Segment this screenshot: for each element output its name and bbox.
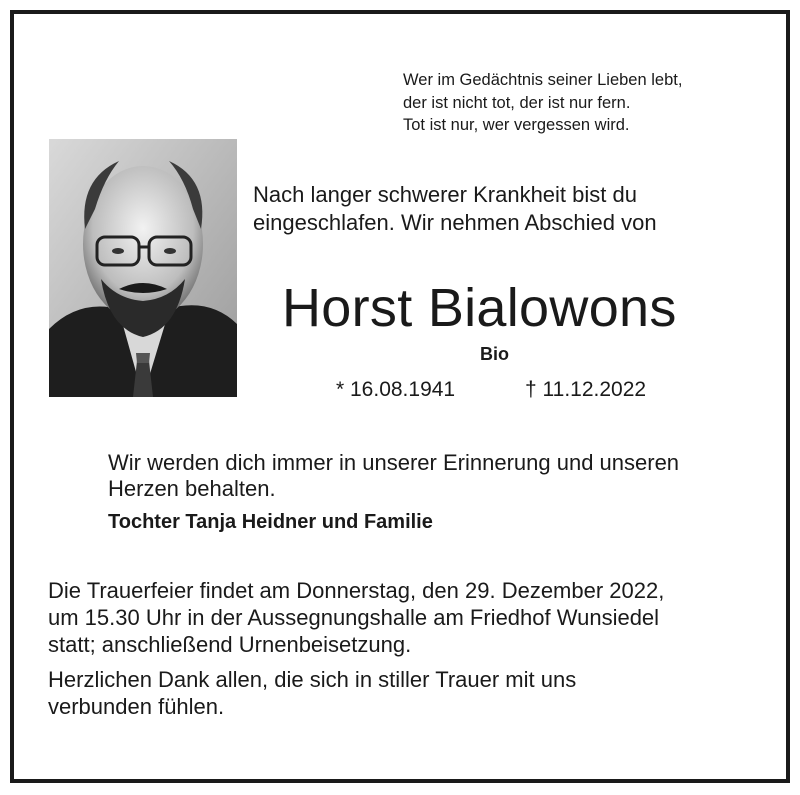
intro-line: Nach langer schwerer Krankheit bist du: [253, 182, 637, 207]
quote-line: Tot ist nur, wer vergessen wird.: [403, 116, 630, 134]
memory-line: Wir werden dich immer in unserer Erinnerung und unseren: [108, 450, 680, 475]
deceased-name: Horst Bialowons: [282, 278, 677, 338]
funeral-line: statt; anschließend Urnenbeisetzung.: [48, 632, 412, 657]
funeral-line: Die Trauerfeier findet am Donnerstag, den 29. Dezember 2022,: [48, 578, 665, 603]
death-date: † 11.12.2022: [525, 378, 647, 401]
signer: Tochter Tanja Heidner und Familie: [108, 511, 433, 533]
thanks-line: verbunden fühlen.: [48, 694, 225, 719]
quote-line: Wer im Gedächtnis seiner Lieben lebt,: [403, 71, 683, 89]
deceased-nickname: Bio: [480, 344, 509, 364]
quote-line: der ist nicht tot, der ist nur fern.: [403, 93, 631, 112]
thanks-text: [48, 666, 576, 720]
intro-text: [253, 181, 657, 237]
intro-line: eingeschlafen. Wir nehmen Abschied von: [253, 210, 657, 235]
funeral-line: um 15.30 Uhr in der Aussegnungshalle am Friedhof Wunsiedel: [48, 605, 660, 630]
memory-line: Herzen behalten.: [108, 476, 276, 501]
memorial-quote: [403, 69, 682, 137]
birth-date: * 16.08.1941: [336, 378, 456, 401]
portrait-photo: [49, 139, 237, 397]
thanks-line: Herzlichen Dank allen, die sich in stiller Trauer mit uns: [48, 667, 577, 692]
memory-text: [108, 450, 679, 502]
funeral-info: [48, 577, 664, 658]
